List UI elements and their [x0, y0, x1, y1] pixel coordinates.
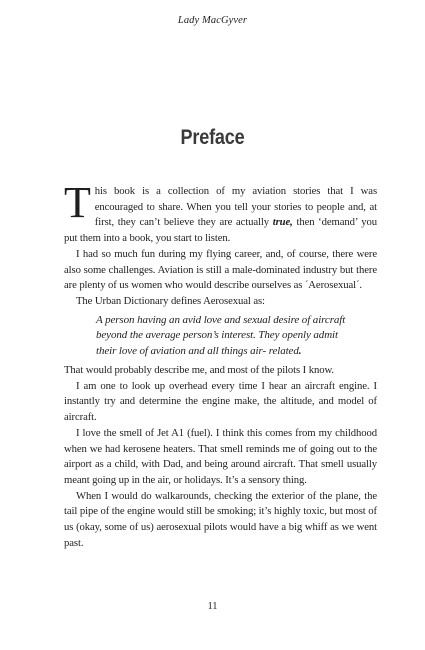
paragraph-3: The Urban Dictionary defines Aerosexual as:	[76, 294, 265, 307]
paragraph-1	[64, 178, 377, 247]
quote-end: .	[298, 345, 302, 358]
drop-cap: T	[64, 178, 91, 227]
paragraph-7: When I would do walkarounds, checking the exterior of the plane, the tail pipe of the engine would still be smoking; it’s highly toxic, but most of us (okay, some of us) aerosexual pilots would have a big whiff as we went past.	[64, 489, 377, 549]
paragraph-4: That would probably describe me, and most of the pilots I know.	[64, 364, 334, 377]
body-text	[64, 178, 377, 551]
running-head: Lady MacGyver	[177, 15, 248, 26]
paragraph-5: I am one to look up overhead every time I hear an aircraft engine. I instantly try and determine the engine make, the altitude, and model of aircraft.	[64, 379, 377, 424]
page-number: 11	[207, 601, 218, 612]
block-quote	[96, 313, 346, 360]
chapter-title: Preface	[180, 126, 245, 149]
quote-text: A person having an avid love and sexual desire of aircraft beyond the average person’s interest. They openly admit their love of aviation and all things air- related	[96, 313, 346, 358]
paragraph-6: I love the smell of Jet A1 (fuel). I think this comes from my childhood when we had kerosene heaters. That smell reminds me of going out to the airport as a child, with Dad, and being around aircraft. That smell usually meant going up in the air, or holidays. It’s a sensory thing.	[64, 426, 377, 486]
paragraph-1-text-b: then ‘demand’ you put them into a book, you start to listen.	[64, 216, 377, 245]
paragraph-2: I had so much fun during my flying career, and, of course, there were also some challenges. Aviation is still a male-dominated industry but there are plenty of us women who would describe ourselves as ´Aerosexual´.	[64, 247, 377, 292]
paragraph-1-text-a: his book is a collection of my aviation stories that I was encouraged to share. When you tell your stories to people and, at first, they can’t believe they are actually	[94, 185, 377, 229]
paragraph-1-emphasis: true,	[272, 216, 293, 229]
